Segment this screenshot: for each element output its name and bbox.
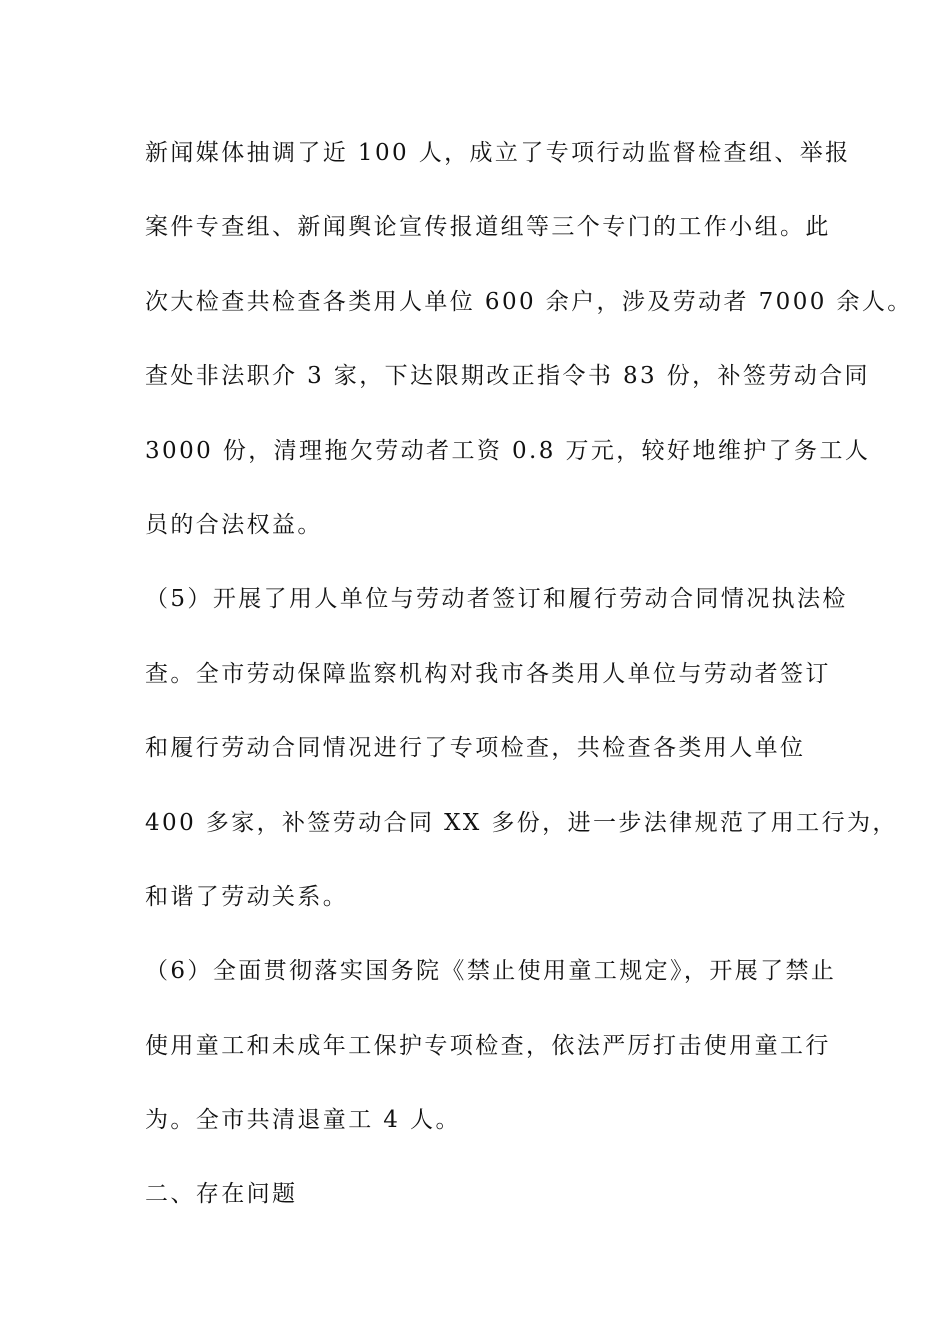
text-line-3: 次大检查共检查各类用人单位 600 余户，涉及劳动者 7000 余人。	[145, 288, 913, 315]
text-line-11: 和谐了劳动关系。	[145, 883, 349, 910]
document-body	[145, 128, 913, 1244]
text-line-2: 案件专查组、新闻舆论宣传报道组等三个专门的工作小组。此	[145, 214, 831, 241]
text-line-5: 3000 份，清理拖欠劳动者工资 0.8 万元，较好地维护了务工人	[145, 437, 871, 464]
section-heading: 二、存在问题	[145, 1181, 298, 1208]
text-line-14: 为。全市共清退童工 4 人。	[145, 1107, 461, 1134]
text-line-13: 使用童工和未成年工保护专项检查，依法严厉打击使用童工行	[145, 1032, 831, 1059]
text-line-4: 查处非法职介 3 家，下达限期改正指令书 83 份，补签劳动合同	[145, 363, 870, 390]
text-line-1: 新闻媒体抽调了近 100 人，成立了专项行动监督检查组、举报	[145, 140, 851, 166]
text-line-12: （6）全面贯彻落实国务院《禁止使用童工规定》，开展了禁止	[145, 958, 837, 985]
text-line-8: 查。全市劳动保障监察机构对我市各类用人单位与劳动者签订	[145, 660, 831, 687]
text-line-7: （5）开展了用人单位与劳动者签订和履行劳动合同情况执法检	[145, 586, 848, 613]
text-line-9: 和履行劳动合同情况进行了专项检查，共检查各类用人单位	[145, 735, 806, 762]
text-line-10: 400 多家，补签劳动合同 XX 多份，进一步法律规范了用工行为，	[145, 809, 898, 836]
text-line-6: 员的合法权益。	[145, 511, 323, 538]
